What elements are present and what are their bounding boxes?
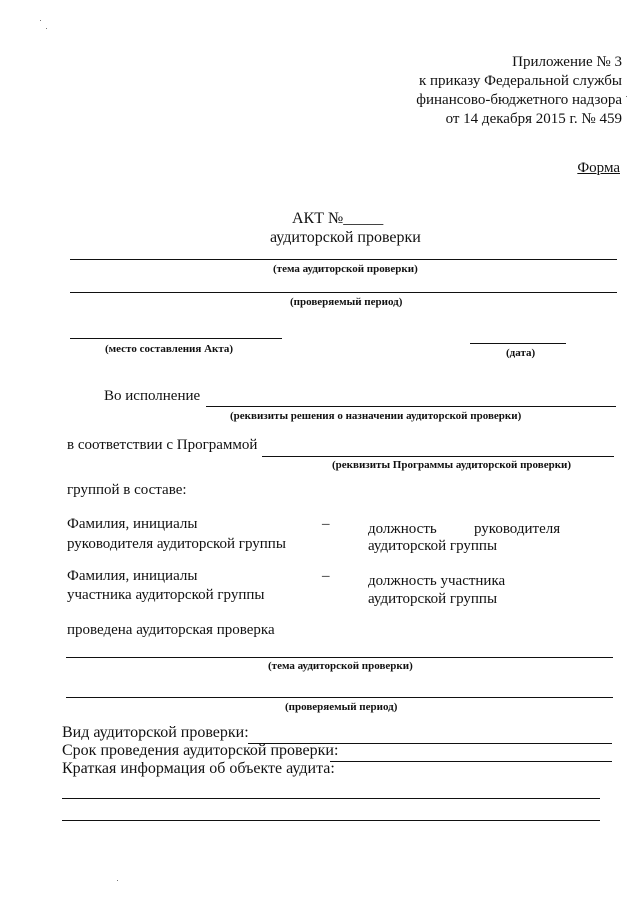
- program-caption: (реквизиты Программы аудиторской проверки): [332, 459, 572, 471]
- appendix-number: Приложение № 3: [512, 54, 622, 70]
- decision-line: [206, 406, 616, 407]
- pursuant-label: Во исполнение: [104, 388, 201, 404]
- member-position-group: аудиторской группы: [368, 591, 498, 607]
- member-position-label: должность участника: [368, 573, 506, 589]
- member-dash: –: [322, 568, 330, 584]
- scan-speck: [46, 28, 47, 29]
- form-label: Форма: [577, 160, 620, 176]
- scan-speck: [40, 20, 41, 21]
- audit-term-line: [330, 761, 612, 762]
- order-reference: к приказу Федеральной службы: [418, 73, 622, 89]
- leader-role-label: руководителя аудиторской группы: [67, 536, 286, 552]
- leader-dash: –: [322, 516, 330, 532]
- leader-name-label: Фамилия, инициалы: [67, 516, 198, 532]
- period-line-2: [66, 697, 613, 698]
- order-date: от 14 декабря 2015 г. № 459: [445, 111, 622, 127]
- program-line: [262, 456, 614, 457]
- topic-line-2: [66, 657, 613, 658]
- object-info-label: Краткая информация об объекте аудита:: [62, 760, 335, 777]
- audit-type-label: Вид аудиторской проверки:: [62, 724, 249, 741]
- agency-name: финансово-бюджетного надзора: [416, 92, 622, 108]
- date-caption: (дата): [506, 347, 536, 359]
- scan-speck: [626, 96, 627, 97]
- group-label: группой в составе:: [67, 482, 187, 498]
- date-line: [470, 343, 566, 344]
- member-name-label: Фамилия, инициалы: [67, 568, 198, 584]
- according-label: в соответствии с Программой: [67, 437, 258, 453]
- object-info-line-2: [62, 820, 600, 821]
- place-caption: (место составления Акта): [105, 343, 234, 355]
- scan-speck: [117, 880, 118, 881]
- act-title: АКТ №_____: [292, 210, 384, 227]
- period-line: [70, 292, 617, 293]
- conducted-label: проведена аудиторская проверка: [67, 622, 275, 638]
- decision-caption: (реквизиты решения о назначении аудиторской проверки): [230, 410, 522, 422]
- leader-position-label: должность: [368, 521, 437, 537]
- place-line: [70, 338, 282, 339]
- period-caption-2: (проверяемый период): [285, 701, 398, 713]
- object-info-line-1: [62, 798, 600, 799]
- period-caption: (проверяемый период): [290, 296, 403, 308]
- member-role-label: участника аудиторской группы: [67, 587, 265, 603]
- audit-term-label: Срок проведения аудиторской проверки:: [62, 742, 339, 759]
- leader-position-group: аудиторской группы: [368, 538, 498, 554]
- act-subtitle: аудиторской проверки: [270, 229, 421, 246]
- topic-caption: (тема аудиторской проверки): [273, 263, 418, 275]
- topic-caption-2: (тема аудиторской проверки): [268, 660, 413, 672]
- topic-line: [70, 259, 617, 260]
- leader-position-label-2: руководителя: [474, 521, 561, 537]
